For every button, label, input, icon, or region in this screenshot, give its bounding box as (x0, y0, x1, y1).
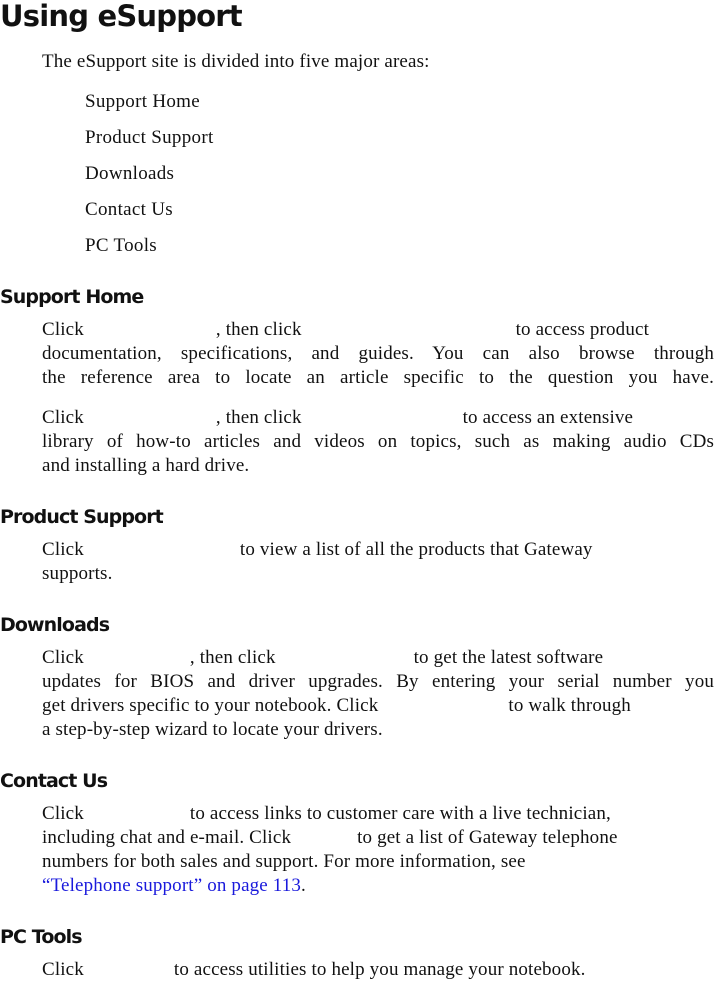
text-line: numbers for both sales and support. For more information, see (42, 851, 526, 872)
downloads-heading: Downloads (0, 614, 110, 636)
area-item-product-support: Product Support (85, 127, 214, 148)
product-support-heading: Product Support (0, 506, 163, 528)
text-line: including chat and e-mail. Click to get a list of Gateway telephone (42, 827, 618, 848)
text-line: Click , then click to access product (42, 319, 649, 340)
text-line: the reference area to locate an article specific to the question you have. (42, 367, 714, 388)
text-line: Click , then click to access an extensive (42, 407, 634, 428)
text-line: Click to access links to customer care with a live technician, (42, 803, 611, 824)
text-line: Click to access utilities to help you manage your notebook. (42, 959, 586, 980)
text-line: get drivers specific to your notebook. Click to walk through (42, 695, 631, 716)
support-home-paragraph-2 (42, 406, 714, 478)
contact-us-heading: Contact Us (0, 770, 108, 792)
pc-tools-paragraph (42, 958, 714, 982)
area-item-contact-us: Contact Us (85, 199, 173, 220)
intro-line: The eSupport site is divided into five major areas: (42, 51, 430, 72)
text-line: updates for BIOS and driver upgrades. By entering your serial number you (42, 671, 714, 692)
area-item-support-home: Support Home (85, 91, 200, 112)
text-line: Click to view a list of all the products that Gateway (42, 539, 593, 560)
pc-tools-heading: PC Tools (0, 926, 82, 948)
contact-us-paragraph (42, 802, 714, 898)
text-line: a step-by-step wizard to locate your drivers. (42, 719, 383, 740)
text-line: library of how-to articles and videos on topics, such as making audio CDs (42, 431, 714, 452)
text-line: and installing a hard drive. (42, 455, 250, 476)
support-home-paragraph-1 (42, 318, 714, 390)
area-item-pc-tools: PC Tools (85, 235, 157, 256)
text-line: “Telephone support” on page 113. (42, 875, 306, 896)
telephone-support-link[interactable]: “Telephone support” on page 113 (42, 875, 302, 896)
text-line: supports. (42, 563, 113, 584)
product-support-paragraph (42, 538, 714, 586)
intro-text (42, 50, 714, 74)
text-line: Click , then click to get the latest software (42, 647, 604, 668)
downloads-paragraph (42, 646, 714, 742)
area-item-downloads: Downloads (85, 163, 175, 184)
support-home-heading: Support Home (0, 286, 144, 308)
page-title: Using eSupport (0, 0, 242, 33)
text-line: documentation, specifications, and guides. You can also browse through (42, 343, 714, 364)
